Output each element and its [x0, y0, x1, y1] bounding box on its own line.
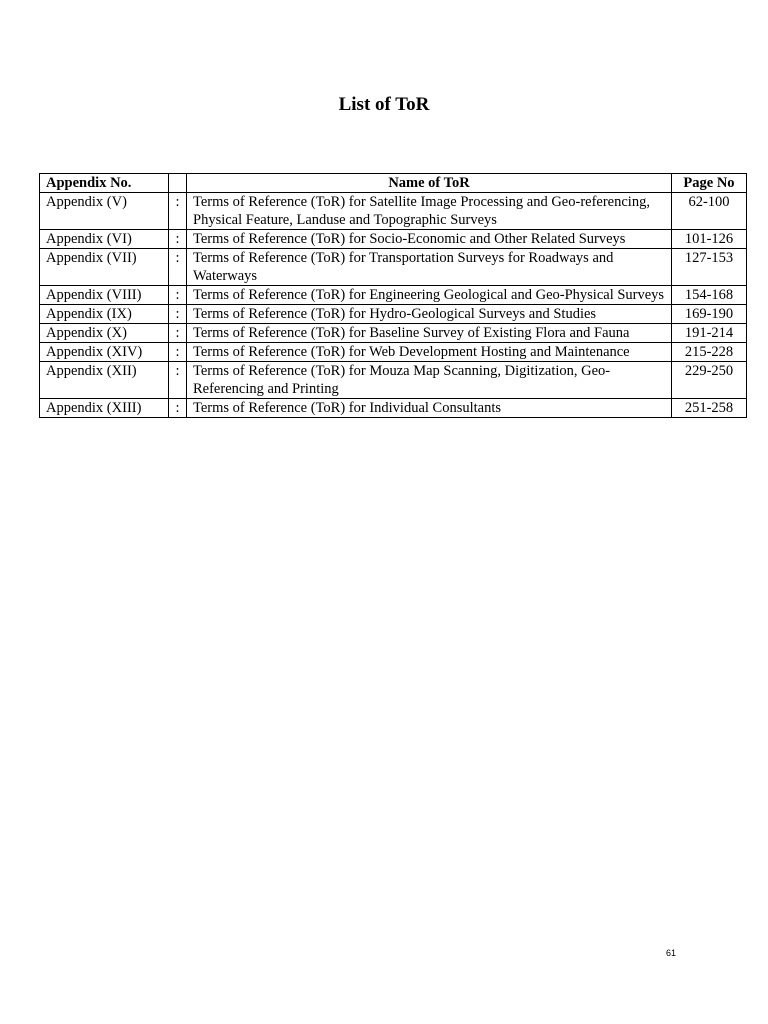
- appendix-cell: Appendix (XII): [40, 362, 169, 399]
- appendix-cell: Appendix (XIII): [40, 399, 169, 418]
- separator-cell: :: [169, 286, 187, 305]
- tor-name-cell: Terms of Reference (ToR) for Hydro-Geological Surveys and Studies: [187, 305, 672, 324]
- tor-name-cell: Terms of Reference (ToR) for Mouza Map Scanning, Digitization, Geo-Referencing and Printing: [187, 362, 672, 399]
- tor-name-cell: Terms of Reference (ToR) for Transportation Surveys for Roadways and Waterways: [187, 249, 672, 286]
- appendix-cell: Appendix (IX): [40, 305, 169, 324]
- tor-name-cell: Terms of Reference (ToR) for Socio-Economic and Other Related Surveys: [187, 230, 672, 249]
- header-separator: [169, 174, 187, 193]
- tor-name-cell: Terms of Reference (ToR) for Web Development Hosting and Maintenance: [187, 343, 672, 362]
- separator-cell: :: [169, 324, 187, 343]
- tor-name-cell: Terms of Reference (ToR) for Satellite Image Processing and Geo-referencing, Physical Feature, Landuse and Topographic Surveys: [187, 193, 672, 230]
- page-number: 61: [666, 948, 677, 958]
- table-row: [40, 193, 747, 230]
- table-row: [40, 305, 747, 324]
- separator-cell: :: [169, 343, 187, 362]
- table-row: [40, 286, 747, 305]
- page-range-cell: 62-100: [672, 193, 747, 230]
- table-row: [40, 249, 747, 286]
- appendix-cell: Appendix (V): [40, 193, 169, 230]
- header-name-of-tor: Name of ToR: [187, 174, 672, 193]
- separator-cell: :: [169, 305, 187, 324]
- page-range-cell: 215-228: [672, 343, 747, 362]
- table-header-row: [40, 174, 747, 193]
- page-range-cell: 101-126: [672, 230, 747, 249]
- tor-list-table: [39, 173, 747, 418]
- appendix-cell: Appendix (VII): [40, 249, 169, 286]
- page-range-cell: 251-258: [672, 399, 747, 418]
- tor-name-cell: Terms of Reference (ToR) for Individual Consultants: [187, 399, 672, 418]
- page-range-cell: 169-190: [672, 305, 747, 324]
- appendix-cell: Appendix (VIII): [40, 286, 169, 305]
- page-range-cell: 154-168: [672, 286, 747, 305]
- appendix-cell: Appendix (XIV): [40, 343, 169, 362]
- appendix-cell: Appendix (VI): [40, 230, 169, 249]
- header-appendix-no: Appendix No.: [40, 174, 169, 193]
- header-page-no: Page No: [672, 174, 747, 193]
- tor-name-cell: Terms of Reference (ToR) for Baseline Survey of Existing Flora and Fauna: [187, 324, 672, 343]
- page-title: List of ToR: [338, 94, 430, 115]
- table-row: [40, 399, 747, 418]
- tor-name-cell: Terms of Reference (ToR) for Engineering Geological and Geo-Physical Surveys: [187, 286, 672, 305]
- separator-cell: :: [169, 193, 187, 230]
- appendix-cell: Appendix (X): [40, 324, 169, 343]
- separator-cell: :: [169, 362, 187, 399]
- table-row: [40, 230, 747, 249]
- table-row: [40, 324, 747, 343]
- separator-cell: :: [169, 230, 187, 249]
- separator-cell: :: [169, 249, 187, 286]
- separator-cell: :: [169, 399, 187, 418]
- page-range-cell: 229-250: [672, 362, 747, 399]
- page-range-cell: 191-214: [672, 324, 747, 343]
- table-row: [40, 362, 747, 399]
- page-range-cell: 127-153: [672, 249, 747, 286]
- table-row: [40, 343, 747, 362]
